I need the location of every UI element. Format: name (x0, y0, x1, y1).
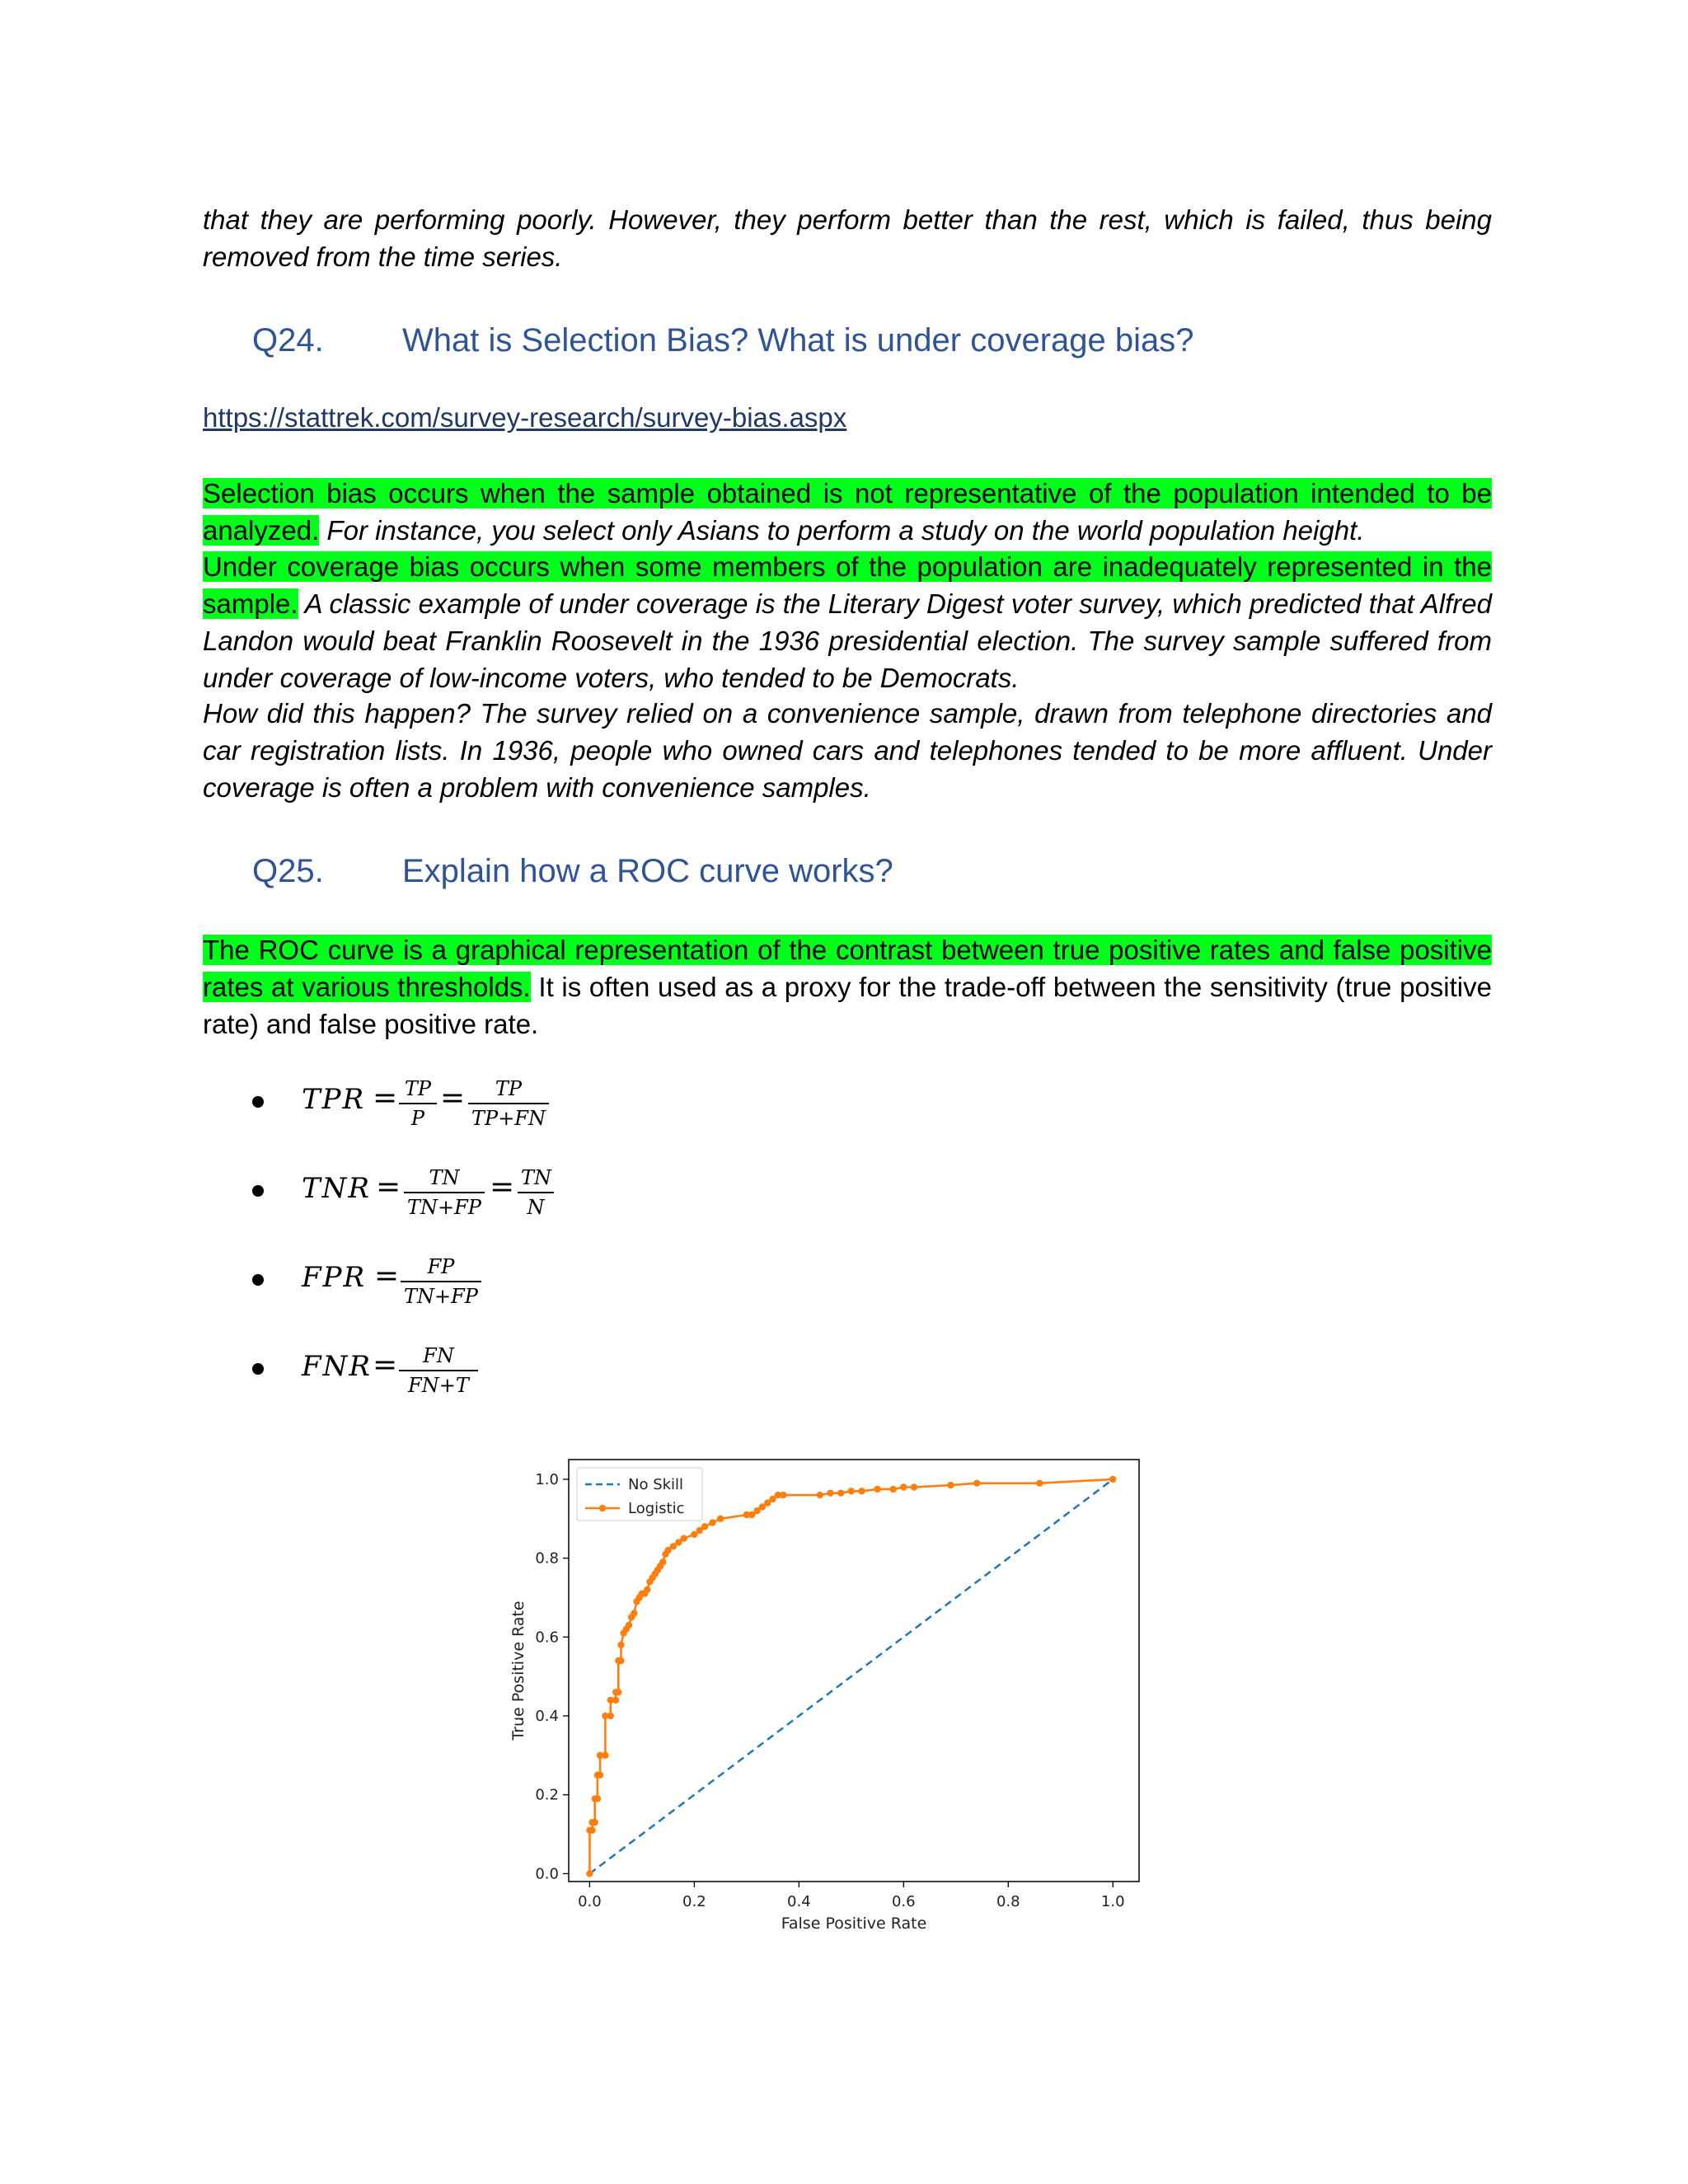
x-tick-label: 0.8 (996, 1893, 1020, 1910)
logistic-point (617, 1657, 624, 1664)
x-tick-label: 0.4 (787, 1893, 811, 1910)
logistic-point (848, 1488, 855, 1494)
y-tick-label: 0.0 (535, 1865, 559, 1883)
intro-text: that they are performing poorly. However, they perform better than the rest, which is failed, thus being removed from the time series. (203, 204, 1492, 272)
logistic-point (1036, 1480, 1043, 1487)
roc-chart-svg (503, 1446, 1154, 1941)
logistic-point (602, 1752, 608, 1759)
tpr-fraction-2 (468, 1076, 549, 1131)
logistic-point (597, 1772, 603, 1779)
logistic-point (858, 1488, 865, 1494)
equals-sign: = (373, 1348, 398, 1382)
tnr-fraction-2 (518, 1165, 554, 1220)
fnr-label: FNR (302, 1350, 372, 1383)
logistic-point (644, 1586, 650, 1593)
logistic-point (701, 1523, 708, 1530)
logistic-point (680, 1535, 687, 1542)
y-tick-label: 0.4 (535, 1708, 559, 1726)
tnr-label: TNR (302, 1172, 372, 1205)
fraction-bar (468, 1103, 549, 1104)
logistic-point (837, 1489, 844, 1496)
y-tick-label: 1.0 (535, 1470, 559, 1488)
no-skill-line (589, 1479, 1113, 1873)
q25-title: Explain how a ROC curve works? (402, 853, 893, 889)
bullet-icon (252, 1274, 264, 1286)
fnr-fraction (399, 1343, 478, 1398)
x-tick-label: 1.0 (1100, 1893, 1125, 1910)
coverage-followup-text: How did this happen? The survey relied on a convenience sample, drawn from telephone directories and car registration lists. In 1936, people who owned cars and telephones tended to be more affluent. Under coverage is often a problem with convenience samples. (203, 698, 1492, 803)
q24-number: Q24. (252, 322, 324, 359)
tnr-formula (247, 1165, 742, 1235)
fraction-bar (399, 1103, 437, 1104)
fraction-bar (399, 1370, 478, 1371)
logistic-point (615, 1689, 621, 1695)
y-axis-label: True Positive Rate (509, 1601, 528, 1741)
roc-chart (503, 1446, 1154, 1941)
tnr-fraction-1 (404, 1165, 485, 1220)
tnr-denominator-2: N (527, 1196, 545, 1219)
intro-paragraph (203, 201, 1492, 275)
equals-sign: = (440, 1081, 466, 1115)
fpr-fraction (401, 1254, 481, 1309)
tpr-denominator-2: TP+FN (471, 1107, 546, 1130)
logistic-point (592, 1819, 598, 1825)
logistic-point (947, 1482, 954, 1488)
coverage-followup-paragraph (203, 695, 1492, 806)
legend-logistic-marker (599, 1505, 606, 1511)
q24-heading (252, 320, 1194, 361)
selection-bias-paragraph (203, 475, 1492, 549)
logistic-point (1109, 1476, 1116, 1483)
logistic-point (586, 1870, 593, 1877)
x-axis-label: False Positive Rate (781, 1915, 927, 1933)
selection-bias-definition: Selection bias occurs when the sample obtained is not representative of the population intended to be analyzed. (203, 478, 1492, 546)
bullet-icon (252, 1185, 264, 1197)
fpr-label: FPR (302, 1261, 367, 1294)
bullet-icon (252, 1096, 264, 1108)
tpr-denominator-1: P (410, 1107, 425, 1130)
selection-bias-example: For instance, you select only Asians to perform a study on the world population height. (319, 515, 1365, 546)
stattrek-link[interactable]: https://stattrek.com/survey-research/survey-bias.aspx (203, 402, 847, 433)
logistic-point (874, 1486, 880, 1493)
logistic-point (817, 1492, 823, 1498)
q25-heading (252, 851, 893, 892)
coverage-bias-paragraph (203, 548, 1492, 696)
chart-legend (577, 1468, 702, 1521)
fnr-denominator: FN+T (408, 1374, 469, 1397)
q25-number: Q25. (252, 853, 324, 889)
fnr-formula (247, 1343, 742, 1413)
fraction-bar (404, 1192, 485, 1193)
legend-logistic-label: Logistic (628, 1500, 685, 1517)
coverage-bias-definition: Under coverage bias occurs when some members of the population are inadequately represented in the sample. (203, 551, 1492, 619)
logistic-point (659, 1558, 666, 1565)
tpr-label: TPR (302, 1083, 366, 1116)
equals-sign: = (490, 1170, 515, 1204)
y-tick-label: 0.2 (535, 1786, 559, 1804)
x-tick-label: 0.0 (578, 1893, 602, 1910)
tpr-fraction-1 (399, 1076, 437, 1131)
fraction-bar (518, 1192, 554, 1193)
logistic-point (617, 1642, 624, 1648)
tnr-numerator-2: TN (521, 1166, 552, 1189)
logistic-point (588, 1827, 595, 1834)
tnr-numerator-1: TN (429, 1166, 460, 1189)
logistic-point (594, 1795, 601, 1802)
logistic-point (626, 1622, 632, 1629)
logistic-point (607, 1713, 614, 1719)
logistic-point (889, 1486, 896, 1493)
tpr-numerator-2: TP (495, 1077, 523, 1100)
fpr-numerator: FP (427, 1255, 455, 1278)
tpr-numerator-1: TP (404, 1077, 432, 1100)
x-tick-label: 0.2 (682, 1893, 706, 1910)
tpr-formula (247, 1076, 742, 1146)
logistic-point (631, 1610, 637, 1616)
logistic-point (709, 1519, 715, 1526)
x-tick-label: 0.6 (891, 1893, 916, 1910)
y-tick-label: 0.6 (535, 1629, 559, 1647)
logistic-point (827, 1489, 833, 1496)
roc-description: It is often used as a proxy for the trade-off between the sensitivity (true positive rate) and false positive rate. (203, 972, 1492, 1039)
legend-no-skill-label: No Skill (628, 1476, 684, 1493)
tnr-denominator-1: TN+FP (407, 1196, 481, 1219)
fpr-denominator: TN+FP (404, 1285, 478, 1308)
roc-paragraph (203, 931, 1492, 1043)
equals-sign: = (374, 1259, 400, 1293)
fpr-formula (247, 1254, 742, 1324)
bullet-icon (252, 1363, 264, 1375)
equals-sign: = (376, 1170, 401, 1204)
coverage-bias-example: A classic example of under coverage is the Literary Digest voter survey, which predicted that Alfred Landon would beat Franklin Roosevelt in the 1936 presidential election. The survey sample suffered from under coverage of low-income voters, who tended to be Democrats. (203, 588, 1492, 693)
logistic-point (973, 1480, 980, 1487)
logistic-point (717, 1516, 724, 1522)
equals-sign: = (373, 1081, 398, 1115)
roc-definition: The ROC curve is a graphical representation of the contrast between true positive rates and false positive rates at various thresholds. (203, 935, 1492, 1002)
logistic-point (612, 1697, 619, 1704)
q24-title: What is Selection Bias? What is under coverage bias? (402, 322, 1194, 359)
logistic-point (911, 1483, 917, 1490)
logistic-point (780, 1492, 786, 1498)
fraction-bar (401, 1281, 481, 1282)
y-tick-label: 0.8 (535, 1549, 559, 1568)
fnr-numerator: FN (423, 1344, 454, 1367)
logistic-point (900, 1483, 907, 1490)
